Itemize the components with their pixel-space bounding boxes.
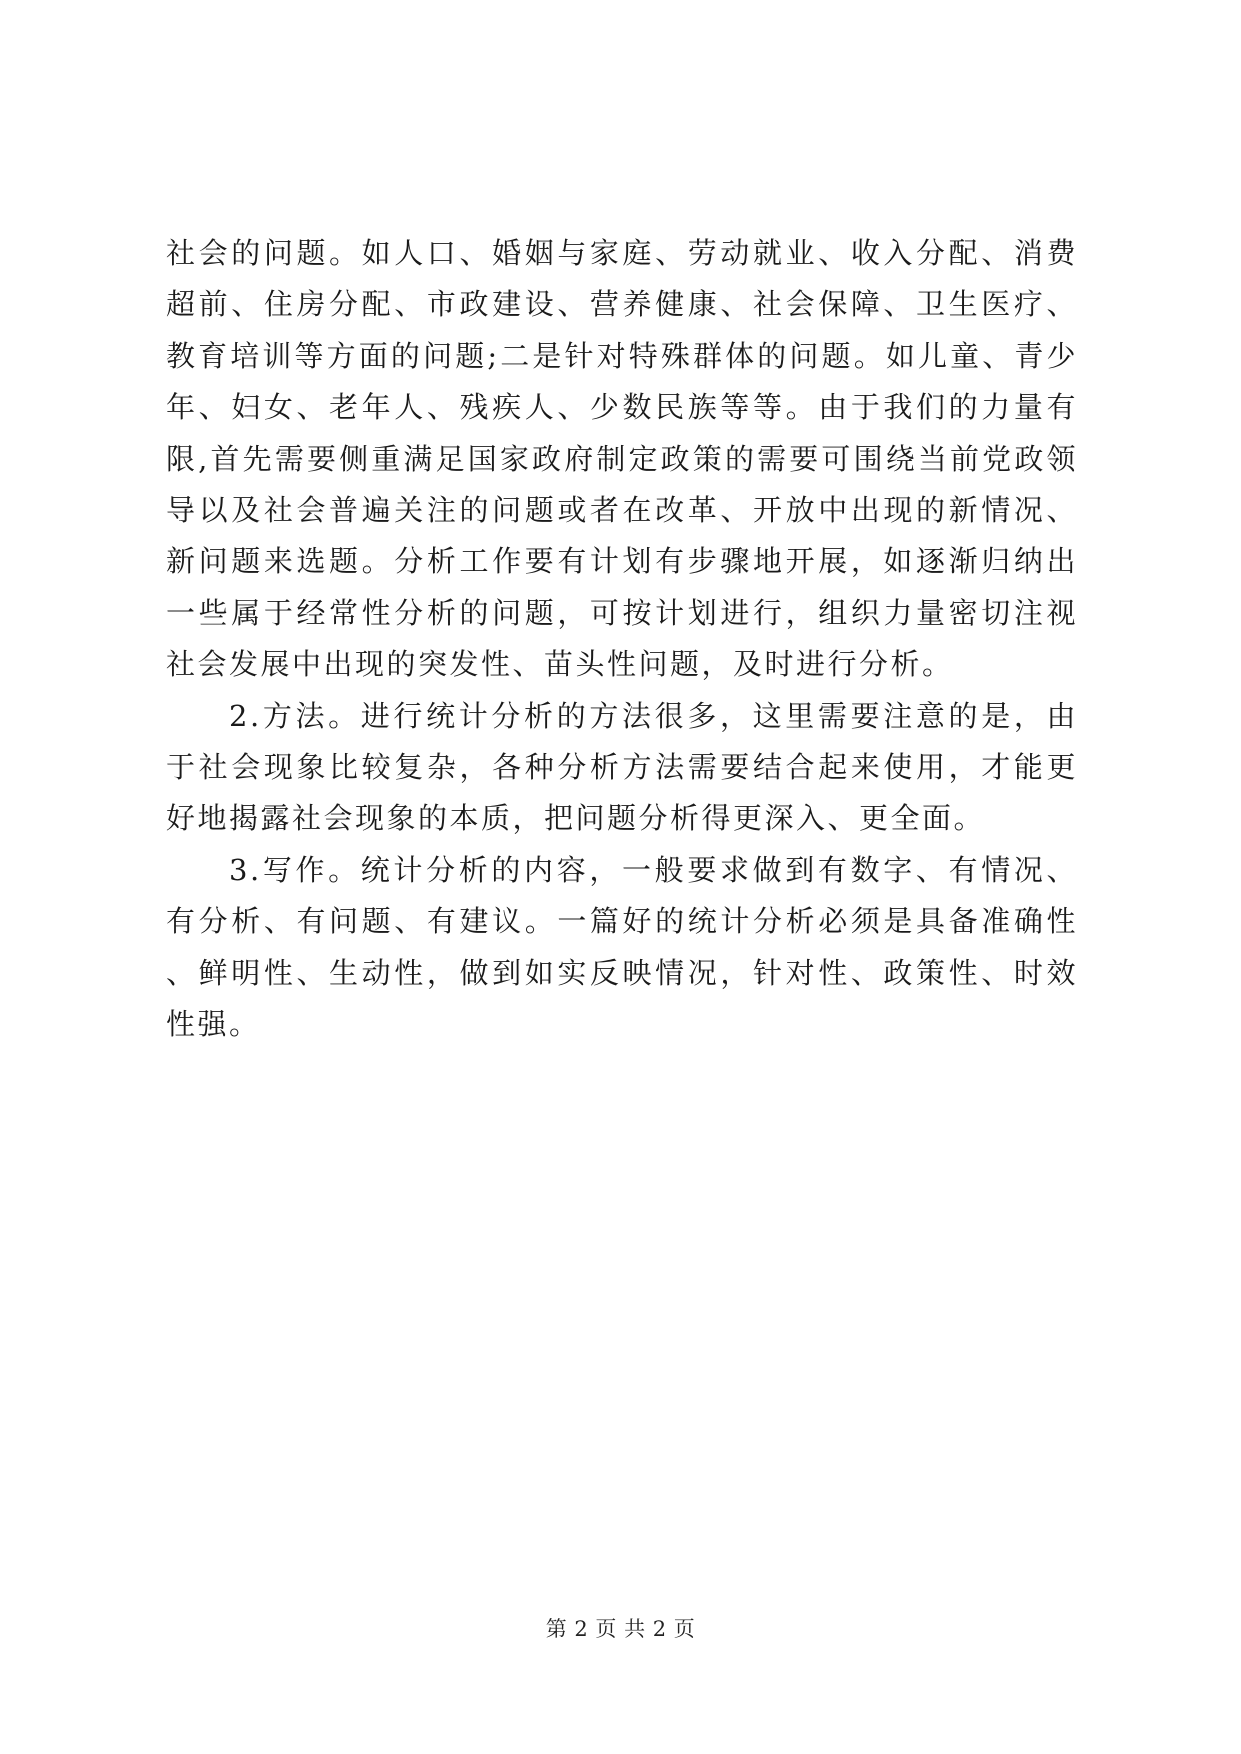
document-body	[166, 228, 1078, 1051]
page-number-footer: 第 2 页 共 2 页	[545, 1617, 696, 1641]
paragraph-continuation: 社会的问题。如人口、婚姻与家庭、劳动就业、收入分配、消费超前、住房分配、市政建设、营养健康、社会保障、卫生医疗、教育培训等方面的问题;二是针对特殊群体的问题。如儿童、青少年、妇女、老年人、残疾人、少数民族等等。由于我们的力量有限,首先需要侧重满足国家政府制定政策的需要可围绕当前党政领导以及社会普遍关注的问题或者在改革、开放中出现的新情况、新问题来选题。分析工作要有计划有步骤地开展，如逐渐归纳出一些属于经常性分析的问题，可按计划进行，组织力量密切注视社会发展中出现的突发性、苗头性问题，及时进行分析。	[166, 236, 1078, 682]
paragraph-method: 2.方法。进行统计分析的方法很多，这里需要注意的是，由于社会现象比较复杂，各种分析方法需要结合起来使用，才能更好地揭露社会现象的本质，把问题分析得更深入、更全面。	[166, 698, 1078, 836]
paragraph-writing: 3.写作。统计分析的内容，一般要求做到有数字、有情况、有分析、有问题、有建议。一篇好的统计分析必须是具备准确性、鲜明性、生动性，做到如实反映情况，针对性、政策性、时效性强。	[166, 852, 1078, 1042]
